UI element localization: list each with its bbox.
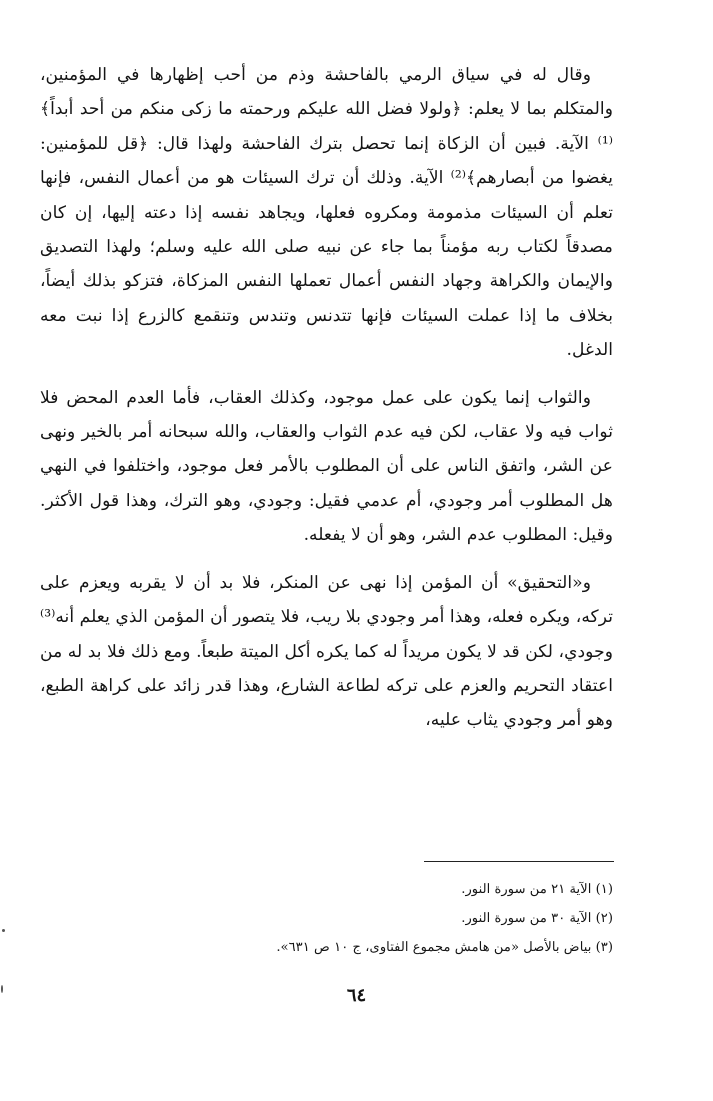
footnote-separator: [424, 861, 614, 862]
scan-speck: [2, 929, 5, 932]
page-number: ٦٤: [346, 985, 367, 1006]
main-text: [40, 58, 613, 738]
footnote-1: (١) الآية ٢١ من سورة النور.: [461, 882, 613, 897]
footnote-2: (٢) الآية ٣٠ من سورة النور.: [461, 911, 613, 926]
paragraph-reward: والثواب إنما يكون على عمل موجود، وكذلك العقاب، فأما العدم المحض فلا ثواب فيه ولا عقاب، لكن فيه عدم الثواب والعقاب، والله سبحانه أمر بالخير ونهى عن الشر، واتفق الناس على أن المطلوب بالأمر فعل موجود، واختلفوا في النهي هل المطلوب أمر وجودي، أم عدمي فقيل: وجودي، وهو الترك، وهذا قول الأكثر. وقيل: المطلوب عدم الشر، وهو أن لا يفعله.: [40, 387, 613, 546]
paragraph-zakah: وقال له في سياق الرمي بالفاحشة وذم من أحب إظهارها في المؤمنين، والمتكلم بما لا يعلم: ﴿ولولا فضل الله عليكم ورحمته ما زكى منكم من أحد أبداً﴾⁽¹⁾ الآية. فبين أن الزكاة إنما تحصل بترك الفاحشة ولهذا قال: ﴿قل للمؤمنين: يغضوا من أبصارهم﴾⁽²⁾ الآية. وذلك أن ترك السيئات هو من أعمال النفس، فإنها تعلم أن السيئات مذمومة ومكروه فعلها، ويجاهد نفسه إذا دعته إليها، إن كان مصدقاً لكتاب ربه مؤمناً بما جاء عن نبيه صلى الله عليه وسلم؛ ولهذا التصديق والإيمان والكراهة وجهاد النفس أعمال تعملها النفس المزكاة، فتزكو بذلك أيضاً، بخلاف ما إذا عملت السيئات فإنها تتدنس وتندس وتنقمع كالزرع إذا نبت معه الدغل.: [40, 65, 613, 361]
footnote-3: (٣) بياض بالأصل «من هامش مجموع الفتاوى، ج ١٠ ص ٦٣١».: [276, 940, 613, 955]
paragraph-tahqiq: و«التحقيق» أن المؤمن إذا نهى عن المنكر، فلا بد أن لا يقربه ويعزم على تركه، ويكره فعله، وهذا أمر وجودي بلا ريب، فلا يتصور أن المؤمن الذي يعلم أنه⁽³⁾ وجودي، لكن قد لا يكون مريداً له كما يكره أكل الميتة طبعاً. ومع ذلك فلا بد له من اعتقاد التحريم والعزم على تركه لطاعة الشارع، وهذا قدر زائد على كراهة الطبع، وهو أمر وجودي يثاب عليه،: [40, 572, 613, 731]
footnotes: [160, 875, 613, 962]
scan-speck: [1, 985, 3, 993]
